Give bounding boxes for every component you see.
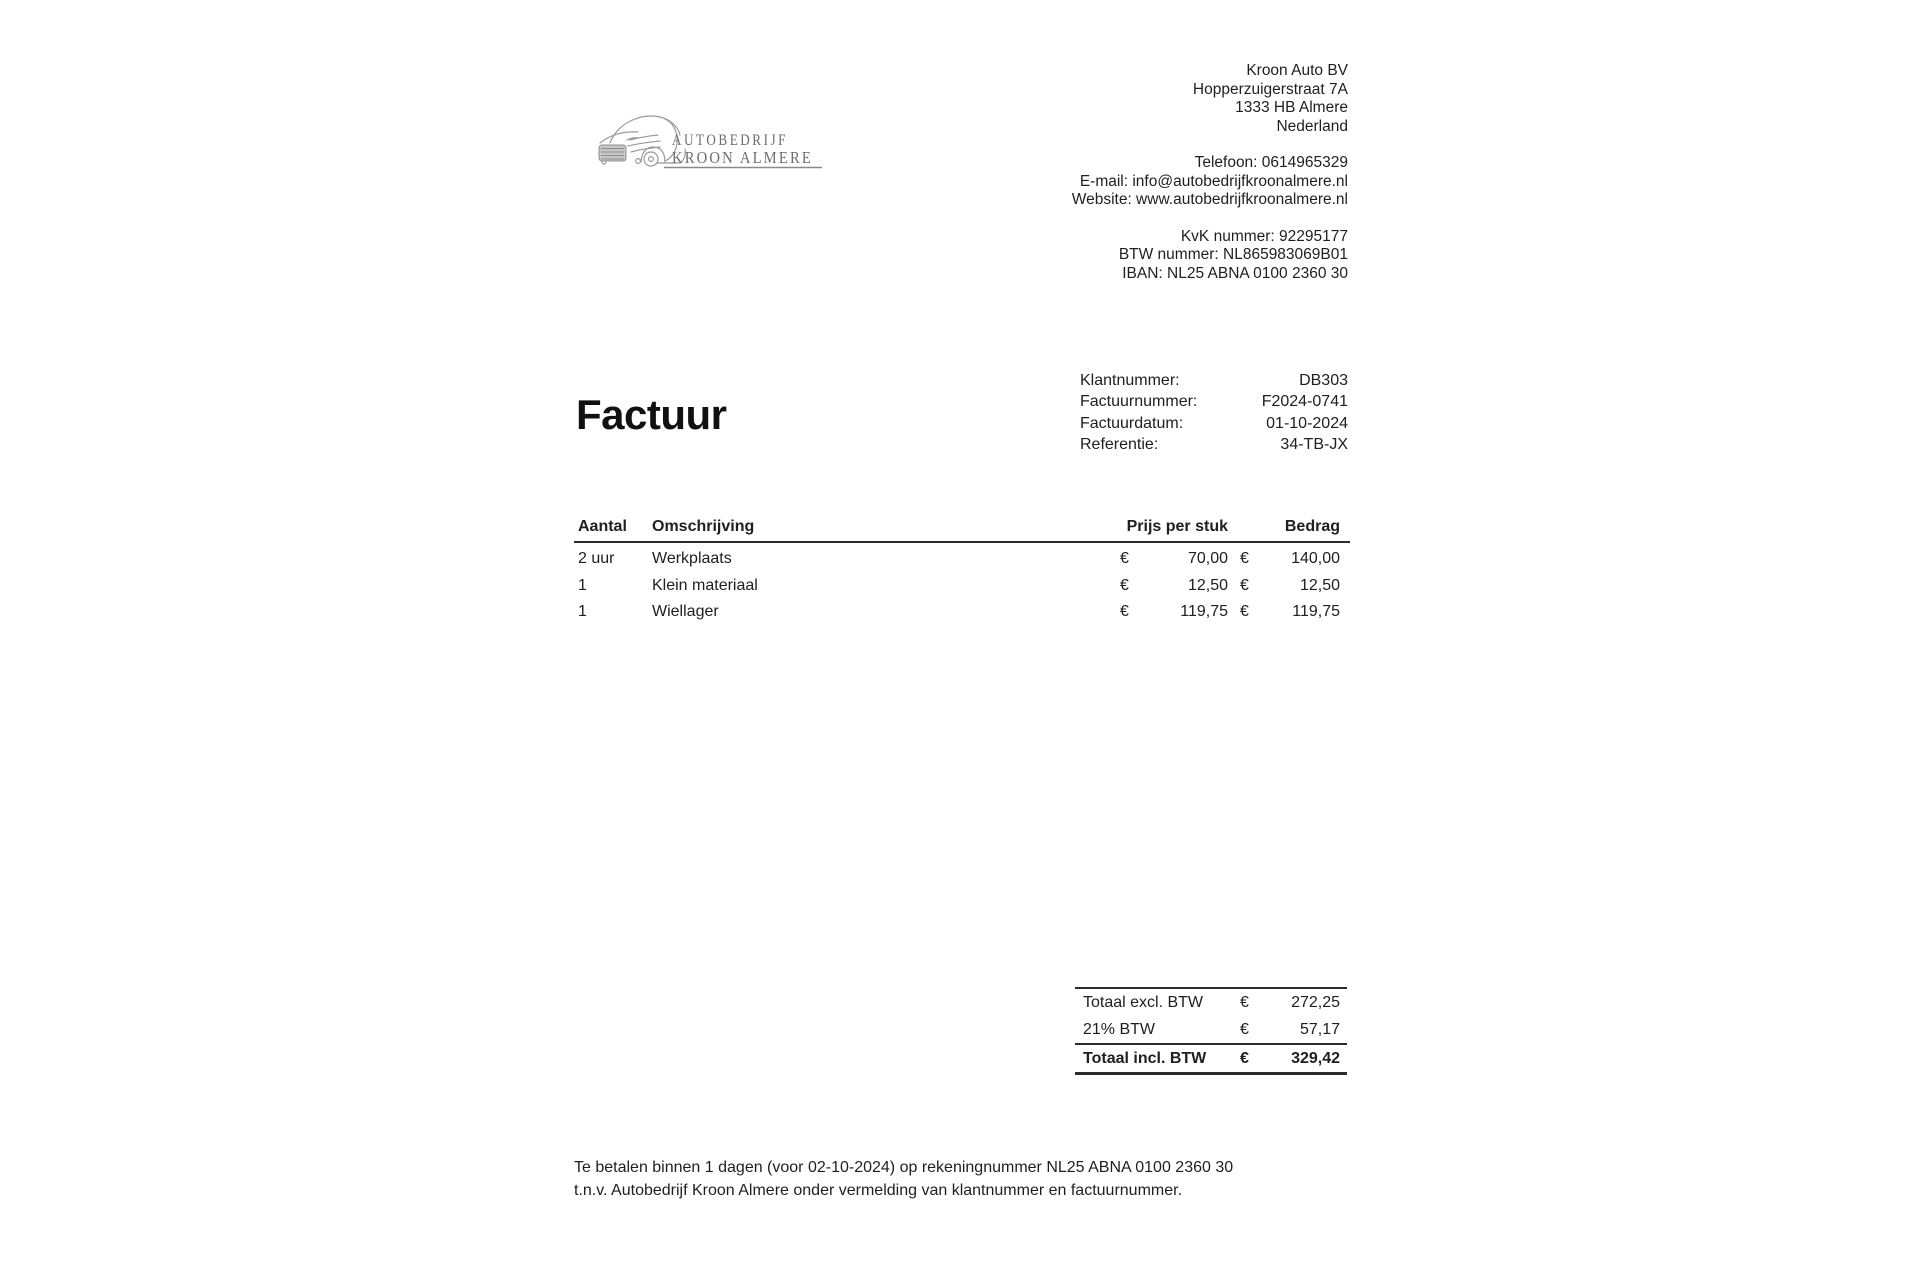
meta-label: Klantnummer: (1080, 372, 1180, 389)
currency-symbol: € (1120, 550, 1129, 568)
table-row (574, 546, 1350, 573)
currency-symbol: € (1240, 576, 1249, 594)
currency-symbol: € (1240, 1050, 1249, 1067)
company-address-group (1072, 62, 1348, 136)
company-btw: BTW nummer: NL865983069B01 (1118, 246, 1348, 263)
cell-bedrag: 119,75 (1292, 603, 1340, 621)
meta-value: F2024-0741 (1261, 393, 1348, 411)
company-phone: Telefoon: 0614965329 (1194, 154, 1348, 171)
company-kvk: KvK nummer: 92295177 (1180, 227, 1348, 245)
meta-label: Factuurnummer: (1080, 393, 1198, 411)
logo-text-line2: KROON ALMERE (672, 148, 813, 167)
company-registration-group (1072, 228, 1348, 284)
company-info-block (1072, 62, 1348, 283)
totals-value: 57,17 (1299, 1021, 1340, 1038)
meta-row-factuurnummer (1080, 391, 1348, 412)
line-items-header (574, 519, 1350, 543)
column-header-omschrijving: Omschrijving (652, 518, 755, 535)
company-logo (594, 108, 826, 170)
meta-row-factuurdatum (1080, 413, 1348, 434)
meta-value: DB303 (1299, 372, 1348, 389)
cell-aantal: 2 uur (578, 550, 615, 568)
totals-row-btw (1075, 1016, 1347, 1043)
cell-aantal: 1 (578, 576, 587, 594)
meta-row-referentie (1080, 434, 1348, 455)
company-contact-group (1072, 154, 1348, 210)
line-items-table (574, 519, 1350, 626)
company-iban: IBAN: NL25 ABNA 0100 2360 30 (1122, 264, 1348, 282)
currency-symbol: € (1240, 1021, 1249, 1038)
logo-grille (599, 145, 626, 161)
company-country: Nederland (1276, 117, 1348, 135)
line-items-body (574, 546, 1350, 626)
totals-row-excl-btw (1075, 989, 1347, 1016)
company-street: Hopperzuigerstraat 7A (1192, 80, 1348, 98)
cell-prijs: 70,00 (1187, 550, 1228, 568)
currency-symbol: € (1240, 603, 1249, 621)
cell-bedrag: 12,50 (1299, 576, 1340, 594)
currency-symbol: € (1240, 994, 1249, 1011)
meta-label: Referentie: (1080, 436, 1159, 454)
invoice-meta-block (1080, 370, 1348, 456)
column-header-prijs: Prijs per stuk (1126, 518, 1228, 535)
meta-label: Factuurdatum: (1080, 414, 1184, 432)
currency-symbol: € (1120, 603, 1129, 621)
totals-value: 329,42 (1291, 1050, 1340, 1067)
totals-value: 272,25 (1291, 994, 1340, 1011)
payment-terms (574, 1157, 1233, 1202)
company-name: Kroon Auto BV (1246, 62, 1348, 79)
totals-label: Totaal excl. BTW (1083, 994, 1204, 1011)
column-header-aantal: Aantal (578, 518, 627, 535)
meta-row-klantnummer (1080, 370, 1348, 391)
payment-terms-line1: Te betalen binnen 1 dagen (voor 02-10-2024) op rekeningnummer NL25 ABNA 0100 2360 30 (574, 1159, 1234, 1176)
cell-omschrijving: Wiellager (652, 603, 719, 621)
company-website: Website: www.autobedrijfkroonalmere.nl (1071, 191, 1348, 208)
company-email: E-mail: info@autobedrijfkroonalmere.nl (1079, 172, 1348, 190)
cell-omschrijving: Klein materiaal (652, 576, 758, 594)
invoice-content (574, 0, 1350, 1280)
company-postal-city: 1333 HB Almere (1235, 99, 1348, 116)
payment-terms-line2: t.n.v. Autobedrijf Kroon Almere onder vermelding van klantnummer en factuurnummer. (574, 1181, 1183, 1199)
totals-label: 21% BTW (1083, 1021, 1156, 1038)
currency-symbol: € (1120, 576, 1129, 594)
meta-value: 34-TB-JX (1280, 436, 1348, 454)
cell-prijs: 119,75 (1180, 603, 1228, 621)
table-row (574, 573, 1350, 600)
currency-symbol: € (1240, 550, 1249, 568)
totals-label: Totaal incl. BTW (1083, 1050, 1207, 1067)
invoice-title: Factuur (576, 391, 727, 438)
meta-value: 01-10-2024 (1266, 414, 1348, 432)
column-header-bedrag: Bedrag (1284, 518, 1340, 535)
cell-prijs: 12,50 (1187, 576, 1228, 594)
logo-text-line1: AUTOBEDRIJF (672, 132, 788, 149)
logo-car-icon (594, 108, 826, 170)
totals-row-incl-btw (1075, 1043, 1347, 1072)
cell-omschrijving: Werkplaats (652, 550, 732, 568)
totals-table (1075, 987, 1347, 1075)
cell-bedrag: 140,00 (1291, 550, 1340, 568)
table-row (574, 599, 1350, 626)
cell-aantal: 1 (578, 603, 587, 621)
